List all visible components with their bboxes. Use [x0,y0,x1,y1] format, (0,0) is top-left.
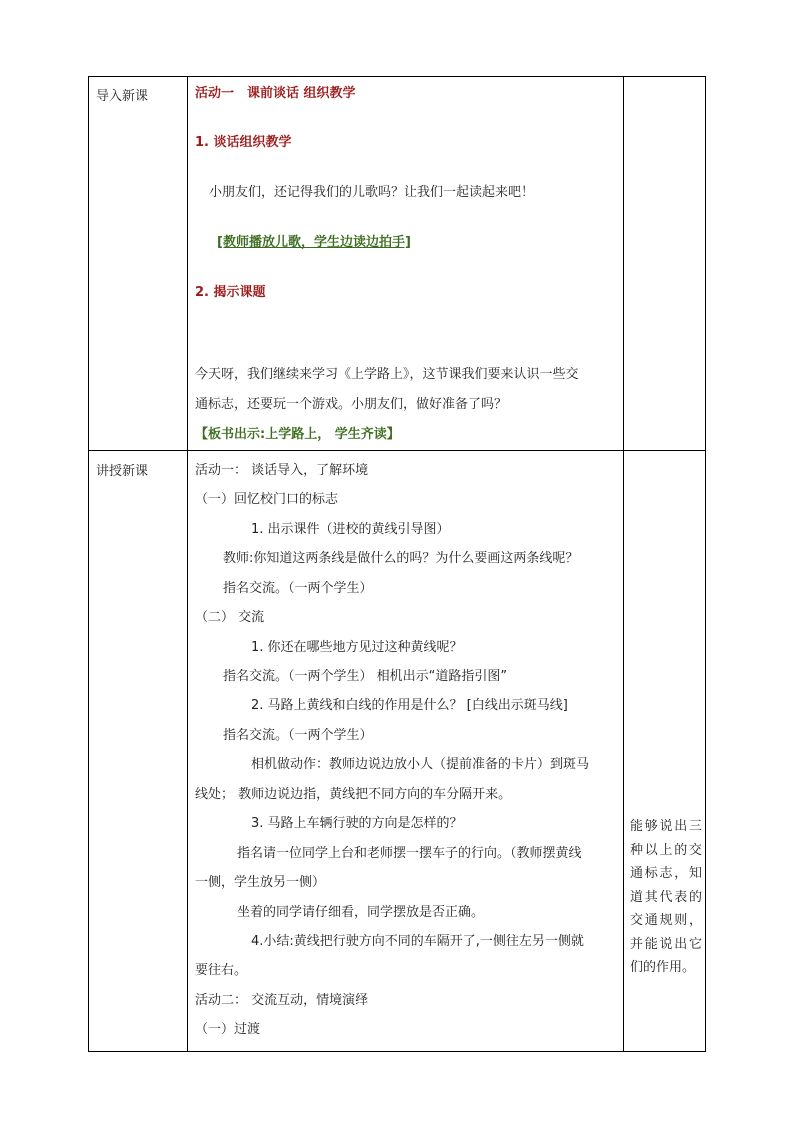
activity-heading: 活动二： 交流互动，情境演绎 [195,993,369,1008]
paragraph: 指名交流。（一两个学生） 相机出示“道路指引图” [223,669,508,684]
paragraph: 教师:你知道这两条线是做什么的吗？为什么要画这两条线呢？ [223,551,579,566]
paragraph: 今天呀，我们继续来学习《上学路上》，这节课我们要来认识一些交 [195,367,579,382]
paragraph: 坐着的同学请仔细看，同学摆放是否正确。 [237,905,485,920]
teacher-note: [教师播放儿歌，学生边读边拍手] [217,235,411,250]
list-item: 1. 出示课件（进校的黄线引导图） [251,522,450,537]
paragraph: 线处； 教师边说边指，黄线把不同方向的车分隔开来。 [195,787,512,802]
objective-note: 能够说出三种以上的交通标志，知道其代表的交通规则，并能说出它们的作用。 [630,819,702,975]
paragraph: 一侧，学生放另一侧） [195,875,326,890]
sub-heading: （二） 交流 [195,610,265,625]
row-label-intro: 导入新课 [96,89,149,104]
paragraph: 指名交流。（一两个学生） [223,581,373,596]
row-divider [89,450,705,451]
list-item: 4.小结:黄线把行驶方向不同的车隔开了,一侧往左另一侧就 [251,934,584,949]
paragraph: 指名交流。（一两个学生） [223,728,373,743]
column-divider-2 [623,77,624,1051]
board-note: 【板书出示:上学路上， 学生齐读】 [195,427,400,442]
list-item: 3. 马路上车辆行驶的方向是怎样的？ [251,816,463,831]
sub-heading: （一）过渡 [195,1022,261,1037]
paragraph: 通标志，还要玩一个游戏。小朋友们，做好准备了吗？ [195,397,508,412]
paragraph: 要往右。 [195,963,248,978]
paragraph: 小朋友们，还记得我们的儿歌吗？让我们一起读起来吧！ [209,185,535,200]
paragraph: 相机做动作：教师边说边放小人（提前准备的卡片）到斑马 [251,757,590,772]
section-heading: 1. 谈话组织教学 [195,135,292,150]
row-label-teaching: 讲授新课 [96,464,149,479]
column-divider-1 [187,77,188,1051]
activity-heading: 活动一： 谈话导入，了解环境 [195,463,369,478]
activity-heading: 活动一 课前谈话 组织教学 [195,86,356,101]
list-item: 1. 你还在哪些地方见过这种黄线呢？ [251,640,463,655]
lesson-table [88,76,706,1052]
section-heading: 2. 揭示课题 [195,285,266,300]
sub-heading: （一）回忆校门口的标志 [195,492,339,507]
paragraph: 指名请一位同学上台和老师摆一摆车子的行向。（教师摆黄线 [237,846,582,861]
list-item: 2. 马路上黄线和白线的作用是什么？ [白线出示斑马线] [251,698,568,713]
